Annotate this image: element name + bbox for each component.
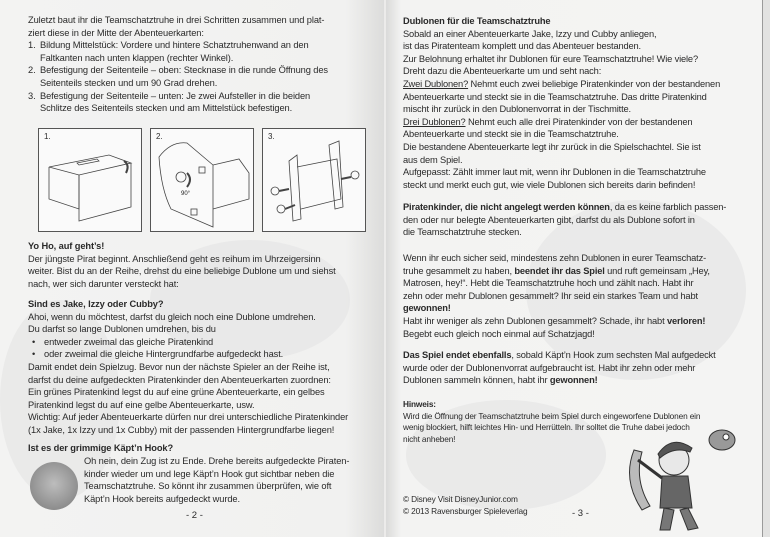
text-line [403, 252, 710, 265]
bold-text-run: Piratenkinder, die nicht angelegt werden können [403, 202, 610, 212]
text-run: Aufgepasst: Zählt immer laut mit, wenn ihr Dublonen in die Teamschatztruhe [403, 167, 706, 178]
text-run: Abenteuerkarte und steckt sie in die Teamschatztruhe. Das dritte Piratenkind [403, 91, 707, 102]
step-item [28, 39, 328, 64]
text-line [403, 506, 527, 518]
text-line [403, 290, 710, 303]
text-line [403, 399, 700, 411]
text-line [40, 77, 328, 90]
bullet-icon: • [32, 349, 36, 360]
text-run: weiter. Bist du an der Reihe, drehst du eine beliebige Dublone um und siehst [28, 266, 336, 277]
text-run: ziert diese in der Mitte der Abenteuerkarten: [28, 27, 204, 38]
text-run: Zur Belohnung erhaltet ihr Dublonen für eure Teamschatztruhe! Wie viele? [403, 53, 698, 64]
bold-text-run: Hinweis: [403, 399, 436, 409]
text-line [28, 361, 348, 374]
text-run: Sobald an einer Abenteuerkarte Jake, Izzy und Cubby anliegen, [403, 28, 657, 39]
text-line [403, 78, 720, 91]
text-line [28, 90, 328, 103]
text-run: zehn oder mehr Dublonen gesammelt? Ihr seid ein starkes Team und habt [403, 290, 698, 301]
text-run: Der jüngste Pirat beginnt. Anschließend geht es reihum im Uhrzeigersinn [28, 253, 321, 264]
text-line [28, 298, 348, 311]
yo-ho-section [28, 240, 336, 290]
text-line [28, 64, 328, 77]
text-line [28, 442, 173, 455]
text-line [28, 348, 348, 361]
text-run: , da es keine farblich passen- [609, 202, 727, 212]
bold-text-run: Yo Ho, auf geht’s! [28, 241, 105, 251]
text-run: Nehmt euch alle drei Piratenkinder von der bestandenen [465, 116, 693, 127]
text-run: wenig blockiert, hilft leichtes Hin- und Herrütteln. Ihr solltet die Truhe dabei jedoch [403, 422, 690, 432]
unplaceable-kids-section [403, 201, 726, 239]
text-run: Dublonen sammeln können, habt ihr [403, 375, 550, 386]
text-line [403, 494, 527, 506]
captain-hook-dublone-image [30, 462, 78, 510]
text-run: kinder wieder um und lege Käpt’n Hook gut sichtbar neben die [84, 468, 335, 479]
text-line [403, 141, 720, 154]
text-run: © Disney Visit DisneyJunior.com [403, 494, 518, 504]
text-run: Wichtig: Auf jeder Abenteuerkarte dürfen nur drei unterschiedliche Piratenkinder [28, 412, 349, 423]
text-run: Seitenteils stecken und um 90 Grad drehen. [40, 77, 218, 88]
text-run: mischt ihr zurück in den Dublonenvorrat in der Tischmitte. [403, 104, 631, 115]
figure-step-3 [262, 128, 366, 232]
jake-pirate-illustration [612, 420, 742, 535]
figure-label: 1. [44, 132, 51, 141]
left-page [0, 0, 384, 537]
text-run: nicht anheben! [403, 433, 456, 444]
text-line [403, 201, 726, 214]
text-run: © 2013 Ravensburger Spieleverlag [403, 505, 528, 516]
text-run: Abenteuerkarte und steckt sie in die Teamschatztruhe. [403, 129, 619, 140]
bold-text-run: Das Spiel endet ebenfalls [403, 350, 512, 360]
text-run: Dreht dazu die Abenteuerkarte um und seht nach: [403, 66, 602, 77]
page-number: - 2 - [186, 510, 203, 521]
text-line [40, 102, 328, 115]
underlined-text-run: Zwei Dublonen? [403, 78, 469, 89]
text-run: Begebt euch gleich noch einmal auf Schatzjagd! [403, 328, 595, 339]
bold-text-run: Sind es Jake, Izzy oder Cubby? [28, 299, 164, 309]
text-run: die Teamschatztruhe stecken. [403, 227, 522, 238]
text-line [28, 14, 324, 27]
text-run: Ein grünes Piratenkind legst du auf eine grüne Abenteuerkarte, ein gelbes [28, 387, 325, 398]
text-run: Befestigung der Seitenteile – oben: Stecknase in die runde Öffnung des [40, 65, 328, 76]
text-line [28, 27, 324, 40]
text-run: Bildung Mittelstück: Vordere und hintere Schatztruhenwand an den [40, 40, 309, 51]
figure-step-1 [38, 128, 142, 232]
text-run: den oder nur belegte Abenteuerkarten gibt, darfst du als Dublone sofort in [403, 214, 695, 225]
text-line [28, 278, 336, 291]
angle-label: 90° [181, 191, 191, 197]
chest-stand-attach-icon [263, 129, 365, 231]
text-line [28, 311, 348, 324]
bold-text-run: gewonnen! [549, 375, 598, 386]
figure-label: 3. [268, 132, 275, 141]
text-run: , sobald Käpt’n Hook zum sechsten Mal aufgedeckt [511, 350, 716, 360]
text-line [84, 480, 349, 493]
text-line [403, 214, 726, 227]
text-run: wurde oder der Dublonenvorrat aufgebraucht ist. Habt ihr zehn oder mehr [403, 362, 696, 373]
intro-paragraph [28, 14, 324, 39]
text-line [403, 328, 710, 341]
bold-text-run: Ist es der grimmige Käpt’n Hook? [28, 443, 174, 453]
text-line [403, 226, 726, 239]
text-line [403, 154, 720, 167]
dublonen-section [403, 15, 720, 191]
text-run: Nehmt euch zwei beliebige Piratenkinder von der bestandenen [468, 78, 721, 89]
text-line [28, 336, 348, 349]
step-number: 1. [28, 40, 36, 51]
chest-side-rotate-icon [151, 129, 253, 231]
assembly-steps [28, 39, 328, 115]
text-line [28, 253, 336, 266]
text-run: Wenn ihr euch sicher seid, mindestens zehn Dublonen in eurer Teamschatz- [403, 253, 707, 263]
underlined-text-run: Drei Dublonen? [403, 116, 466, 127]
text-run: Schlitze des Seitenteils stecken und am Mittelstück befestigen. [40, 103, 293, 114]
text-run: Die bestandene Abenteuerkarte legt ihr zurück in die Spielschachtel. Sie ist [403, 141, 701, 152]
text-run: Damit endet dein Spielzug. Bevor nun der nächste Spieler an der Reihe ist, [28, 361, 330, 372]
bullet-icon: • [32, 336, 36, 347]
text-line [28, 386, 348, 399]
step-item [28, 90, 328, 115]
text-run: Du darfst so lange Dublonen umdrehen, bis du [28, 324, 216, 335]
text-line [403, 40, 720, 53]
text-line [84, 493, 349, 506]
game-end-alt-section [403, 349, 716, 387]
text-run: Ahoi, wenn du möchtest, darfst du gleich noch eine Dublone umdrehen. [28, 311, 316, 322]
game-end-section [403, 252, 710, 340]
text-run: steckt und merkt euch gut, wie viele Dublonen sich bereits darin befinden! [403, 179, 696, 190]
text-run: Piratenkind legst du auf eine gelbe Abenteuerkarte, usw. [28, 399, 255, 410]
text-line [403, 166, 720, 179]
text-run: Zuletzt baut ihr die Teamschatztruhe in drei Schritten zusammen und plat- [28, 15, 325, 25]
text-run: nach, wer sich darunter versteckt hat: [28, 278, 179, 289]
text-run: darfst du deine aufgedeckten Piratenkinder den Abenteuerkarten zuordnen: [28, 374, 331, 385]
figure-step-2 [150, 128, 254, 232]
text-run: Teamschatztruhe. So könnt ihr zusammen überprüfen, wie oft [84, 481, 332, 492]
bold-text-run: verloren! [666, 315, 706, 326]
text-run: oder zweimal die gleiche Hintergrundfarbe aufgedeckt hast. [44, 349, 284, 360]
text-line [28, 323, 348, 336]
step-number: 2. [28, 65, 36, 76]
text-line [28, 411, 348, 424]
hook-text [84, 455, 349, 505]
text-run: Matrosen, hey!“. Hebt die Teamschatztruhe hoch und zählt nach. Habt ihr [403, 278, 694, 289]
text-run: Käpt’n Hook bereits aufgedeckt wurde. [84, 493, 240, 504]
text-line [40, 52, 328, 65]
text-line [28, 240, 336, 253]
text-line [84, 468, 349, 481]
pirate-kids-section [28, 298, 348, 437]
text-run: und ruft gemeinsam „Hey, [604, 265, 710, 276]
text-run: Faltkanten nach unten klappen (rechter Winkel). [40, 52, 234, 63]
text-run: Wird die Öffnung der Teamschatztruhe beim Spiel durch eingeworfene Dublonen ein [403, 410, 701, 421]
text-run: (1x Jake, 1x Izzy und 1x Cubby) mit der passenden Hintergrundfarbe liegen! [28, 424, 335, 435]
chest-fold-icon [39, 129, 141, 231]
text-line [403, 349, 716, 362]
text-run: truhe gesammelt zu haben, [403, 265, 515, 276]
page-edge [762, 0, 770, 537]
page-number: - 3 - [572, 508, 589, 519]
text-line [403, 128, 720, 141]
bold-text-run: gewonnen! [403, 303, 451, 314]
text-line [403, 265, 710, 278]
text-line [403, 28, 720, 41]
text-run: aus dem Spiel. [403, 154, 463, 165]
text-line [403, 277, 710, 290]
copyright [403, 494, 527, 517]
text-line [28, 374, 348, 387]
right-page [386, 0, 762, 537]
text-line [403, 374, 716, 387]
text-line [28, 265, 336, 278]
bold-text-run: Dublonen für die Teamschatztruhe [403, 16, 551, 26]
text-line [403, 362, 716, 375]
text-run: Oh nein, dein Zug ist zu Ende. Drehe bereits aufgedeckte Piraten- [84, 456, 350, 466]
text-line [403, 116, 720, 129]
step-number: 3. [28, 90, 36, 101]
text-run: ist das Piratenteam komplett und das Abenteuer bestanden. [403, 41, 641, 52]
text-line [28, 424, 348, 437]
bold-text-run: beendet ihr das Spiel [514, 265, 605, 276]
text-run: entweder zweimal das gleiche Piratenkind [44, 336, 214, 347]
text-line [403, 91, 720, 104]
text-run: Habt ihr weniger als zehn Dublonen gesammelt? Schade, ihr habt [403, 315, 667, 326]
hook-heading [28, 442, 173, 455]
text-line [403, 103, 720, 116]
step-item [28, 64, 328, 89]
text-line [403, 65, 720, 78]
text-line [403, 53, 720, 66]
text-line [403, 315, 710, 328]
text-line [28, 39, 328, 52]
text-line [403, 15, 720, 28]
text-run: Befestigung der Seitenteile – unten: Je zwei Aufsteller in die beiden [40, 90, 311, 101]
text-line [403, 179, 720, 192]
text-line [84, 455, 349, 468]
text-line [28, 399, 348, 412]
figure-label: 2. [156, 132, 163, 141]
text-line [403, 302, 710, 315]
